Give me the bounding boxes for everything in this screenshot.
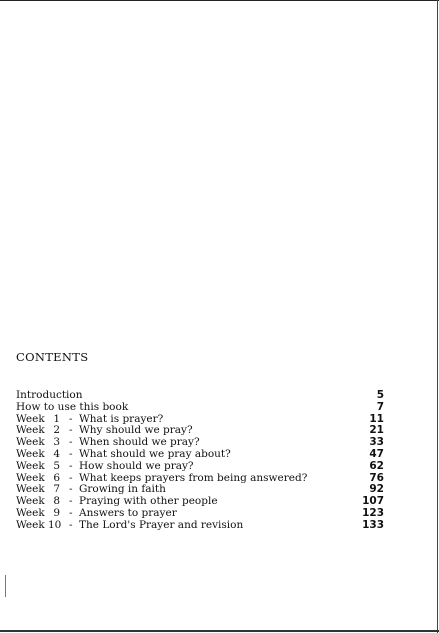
week-number: 7 bbox=[53, 483, 60, 496]
toc-entry-week-4 bbox=[16, 449, 384, 461]
toc-entry-page: 33 bbox=[369, 436, 384, 449]
toc-entry-title: When should we pray? bbox=[79, 436, 200, 449]
toc-entry-page: 92 bbox=[369, 483, 384, 496]
toc-entry-title: Answers to prayer bbox=[79, 506, 177, 519]
toc-entry-title: What is prayer? bbox=[79, 412, 164, 425]
toc-entry-page: 7 bbox=[376, 400, 384, 413]
week-number: 10 bbox=[48, 518, 62, 531]
week-label: Week bbox=[16, 495, 45, 508]
toc-entry-title: How to use this book bbox=[16, 400, 129, 413]
toc-entry-page: 62 bbox=[369, 459, 384, 472]
toc-entry-page: 133 bbox=[362, 518, 384, 531]
table-of-contents bbox=[16, 390, 384, 532]
toc-entry-page: 47 bbox=[369, 447, 384, 460]
separator-dash: - bbox=[69, 495, 73, 508]
week-number: 3 bbox=[53, 436, 60, 449]
separator-dash: - bbox=[69, 471, 73, 484]
week-number: 6 bbox=[53, 471, 60, 484]
toc-entry-title: What should we pray about? bbox=[79, 447, 231, 460]
toc-entry-title: Growing in faith bbox=[79, 483, 166, 496]
week-label: Week bbox=[16, 436, 45, 449]
toc-entry-how-to-use bbox=[16, 402, 384, 414]
separator-dash: - bbox=[69, 459, 73, 472]
toc-entry-page: 11 bbox=[369, 412, 384, 425]
week-number: 8 bbox=[53, 495, 60, 508]
toc-entry-title: The Lord's Prayer and revision bbox=[79, 518, 244, 531]
week-label: Week bbox=[16, 471, 45, 484]
week-label: Week bbox=[16, 518, 45, 531]
week-label: Week bbox=[16, 424, 45, 437]
week-label: Week bbox=[16, 459, 45, 472]
separator-dash: - bbox=[69, 436, 73, 449]
separator-dash: - bbox=[69, 518, 73, 531]
toc-entry-week-9 bbox=[16, 508, 384, 520]
scan-mark bbox=[5, 575, 6, 597]
separator-dash: - bbox=[69, 506, 73, 519]
separator-dash: - bbox=[69, 483, 73, 496]
toc-entry-title: Why should we pray? bbox=[79, 424, 193, 437]
toc-entry-title: Praying with other people bbox=[79, 495, 218, 508]
week-number: 9 bbox=[53, 506, 60, 519]
toc-entry-title: How should we pray? bbox=[79, 459, 194, 472]
separator-dash: - bbox=[69, 412, 73, 425]
separator-dash: - bbox=[69, 447, 73, 460]
week-label: Week bbox=[16, 483, 45, 496]
toc-entry-week-5 bbox=[16, 461, 384, 473]
page-edge-top bbox=[0, 0, 439, 1]
page-edge-bottom bbox=[0, 630, 439, 632]
toc-entry-page: 21 bbox=[369, 424, 384, 437]
page-edge-right bbox=[437, 0, 438, 633]
toc-entry-page: 76 bbox=[369, 471, 384, 484]
separator-dash: - bbox=[69, 424, 73, 437]
week-number: 2 bbox=[53, 424, 60, 437]
toc-entry-page: 107 bbox=[362, 495, 384, 508]
toc-entry-week-10 bbox=[16, 520, 384, 532]
week-number: 1 bbox=[53, 412, 60, 425]
week-number: 4 bbox=[53, 447, 60, 460]
toc-entry-title: Introduction bbox=[16, 389, 83, 401]
week-number: 5 bbox=[53, 459, 60, 472]
contents-heading: CONTENTS bbox=[16, 350, 89, 364]
toc-entry-page: 5 bbox=[376, 389, 384, 401]
week-label: Week bbox=[16, 447, 45, 460]
week-label: Week bbox=[16, 412, 45, 425]
toc-entry-page: 123 bbox=[362, 506, 384, 519]
toc-entry-title: What keeps prayers from being answered? bbox=[79, 471, 308, 484]
week-label: Week bbox=[16, 506, 45, 519]
